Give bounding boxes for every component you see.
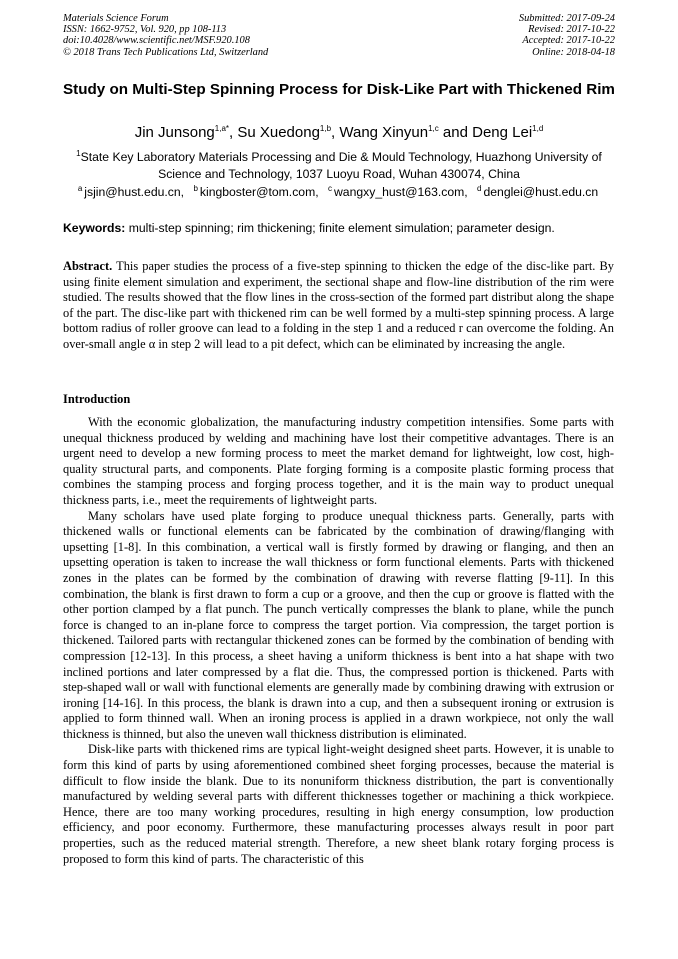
author: Jin Junsong$^{1,a*}$, [134,124,238,141]
email-list [63,184,615,200]
email-b: $^b$ kingboster@tom.com, [193,183,319,199]
date-accepted: Accepted: 2017-10-22 [522,35,615,47]
email-c: $^c$ wangxy_hust@163.com, [328,183,468,199]
affiliation-marker: 1 [76,148,81,158]
author-list [63,124,615,142]
journal-copyright: © 2018 Trans Tech Publications Ltd, Switzerland [63,46,269,58]
journal-header-left [63,13,268,58]
abstract-label: Abstract. [63,259,113,273]
section-heading-introduction: Introduction [63,392,131,406]
keywords-text: multi-step spinning; rim thickening; finite element simulation; parameter design. [128,221,555,235]
affiliation [63,149,615,182]
journal-header-right [519,13,615,58]
author: Deng Lei$^{1,d}$ [472,124,544,141]
author: Wang Xinyun$^{1,c}$ and [339,124,473,141]
author: Su Xuedong$^{1,b}$, [237,124,340,141]
paragraph: Disk-like parts with thickened rims are typical light-weight designed sheet parts. However, it is unable to form this kind of parts by using aforementioned combined sheet forging processes, because the material is difficult to flow inside the blank. Due to its nonuniform thickness distribution, the part is conventionally manufactured by welding several parts with different thicknesses together or machining a thick workpiece. Hence, there are too many working procedures, resulting in high energy consumption, low production efficiency, and poor economy. Furthermore, these manufacturing processes always result in poor part properties, such as the reduced material strength. Therefore, a new sheet blank rotary forging process is proposed to form this kind of parts. The characteristic of this [63,742,614,866]
introduction-body [63,415,614,867]
date-online: Online: 2018-04-18 [532,46,615,58]
date-submitted: Submitted: 2017-09-24 [518,13,615,24]
keywords [63,220,623,236]
email-d: $^d$ denglei@hust.edu.cn [477,183,599,199]
journal-name: Materials Science Forum [63,13,169,24]
date-revised: Revised: 2017-10-22 [528,24,615,36]
journal-doi: doi:10.4028/www.scientific.net/MSF.920.108 [63,35,250,47]
abstract [63,259,614,353]
abstract-text: This paper studies the process of a five-step spinning to thicken the edge of the disc-like part. By using finite element simulation and experiment, the sectional shape and flow-line distribution of the rim were studied. The results showed that the flow lines in the cross-section of the formed part distribut along the shape of the part. The disc-like part with thickened rim can be well formed by a multi-step spinning process. A large bottom radius of roller groove can lead to a folding in the step 1 and a reduced r can overcome the folding. An over-small angle α in step 2 will lead to a pit defect, which can be eliminated by increasing the angle. [63,259,614,351]
paper-title: Study on Multi-Step Spinning Process for Disk-Like Part with Thickened Rim [63,81,615,98]
affiliation-text: State Key Laboratory Materials Processing and Die & Mould Technology, Huazhong University of Science and Technology, 1037 Luoyu Road, Wuhan 430074, China [80,150,602,181]
email-a: $^a$ jsjin@hust.edu.cn, [77,183,185,199]
paragraph: Many scholars have used plate forging to produce unequal thickness parts. Generally, parts with thickened walls or functional elements can be fabricated by the combination of drawing/flanging with upsetting [1-8]. In this combination, a vertical wall is firstly formed by drawing or flanging, and then an upsetting operation is taken to increase the wall thickness or form functional elements. Parts with thickened zones in the plates can be formed by the combination of drawing with reverse flatting [9-11]. In this combination, the blank is first drawn to form a cup or a groove, and then the cup or groove is flatted with the other portion clamped by a flat punch. The punch vertically compresses the blank to plane, while the punch force is changed to an in-plane force to compress the target portion. Via compression, the target portion is thickened. Tailored parts with rectangular thickened zones can be formed by the combination of bending with compression [12-13]. In this process, a sheet having a uniform thickness is bent into a hat shape with two inclined portions and later compressed by a flat die. Thus, the compressed portion is thickened. Parts with step-shaped wall or wall with functional elements are generally made by combining drawing with extrusion or ironing [14-16]. In this process, the blank is drawn into a cup, and then a subsequent ironing or extrusion is applied to form thinned wall. When an ironing process is applied in a drawn workpiece, not only the wall thickness is thinned, but also the uneven wall thickness distribution is eliminated. [63,508,614,741]
journal-issn: ISSN: 1662-9752, Vol. 920, pp 108-113 [63,24,227,36]
paragraph: With the economic globalization, the manufacturing industry competition intensifies. Some parts with unequal thickness produced by welding and machining have lost their competitive advantages. There is an urgent need to develop a new forming process to meet the market demand for lightweight, low cost, high-quality structural parts, and components. Plate forging forming is a composite plastic forming process that combines the stamping process and forging process together, and it is the main way to product unequal thickness parts, i.e., meet the requirements of lightweight parts. [63,415,614,507]
keywords-label: Keywords: [63,221,126,235]
